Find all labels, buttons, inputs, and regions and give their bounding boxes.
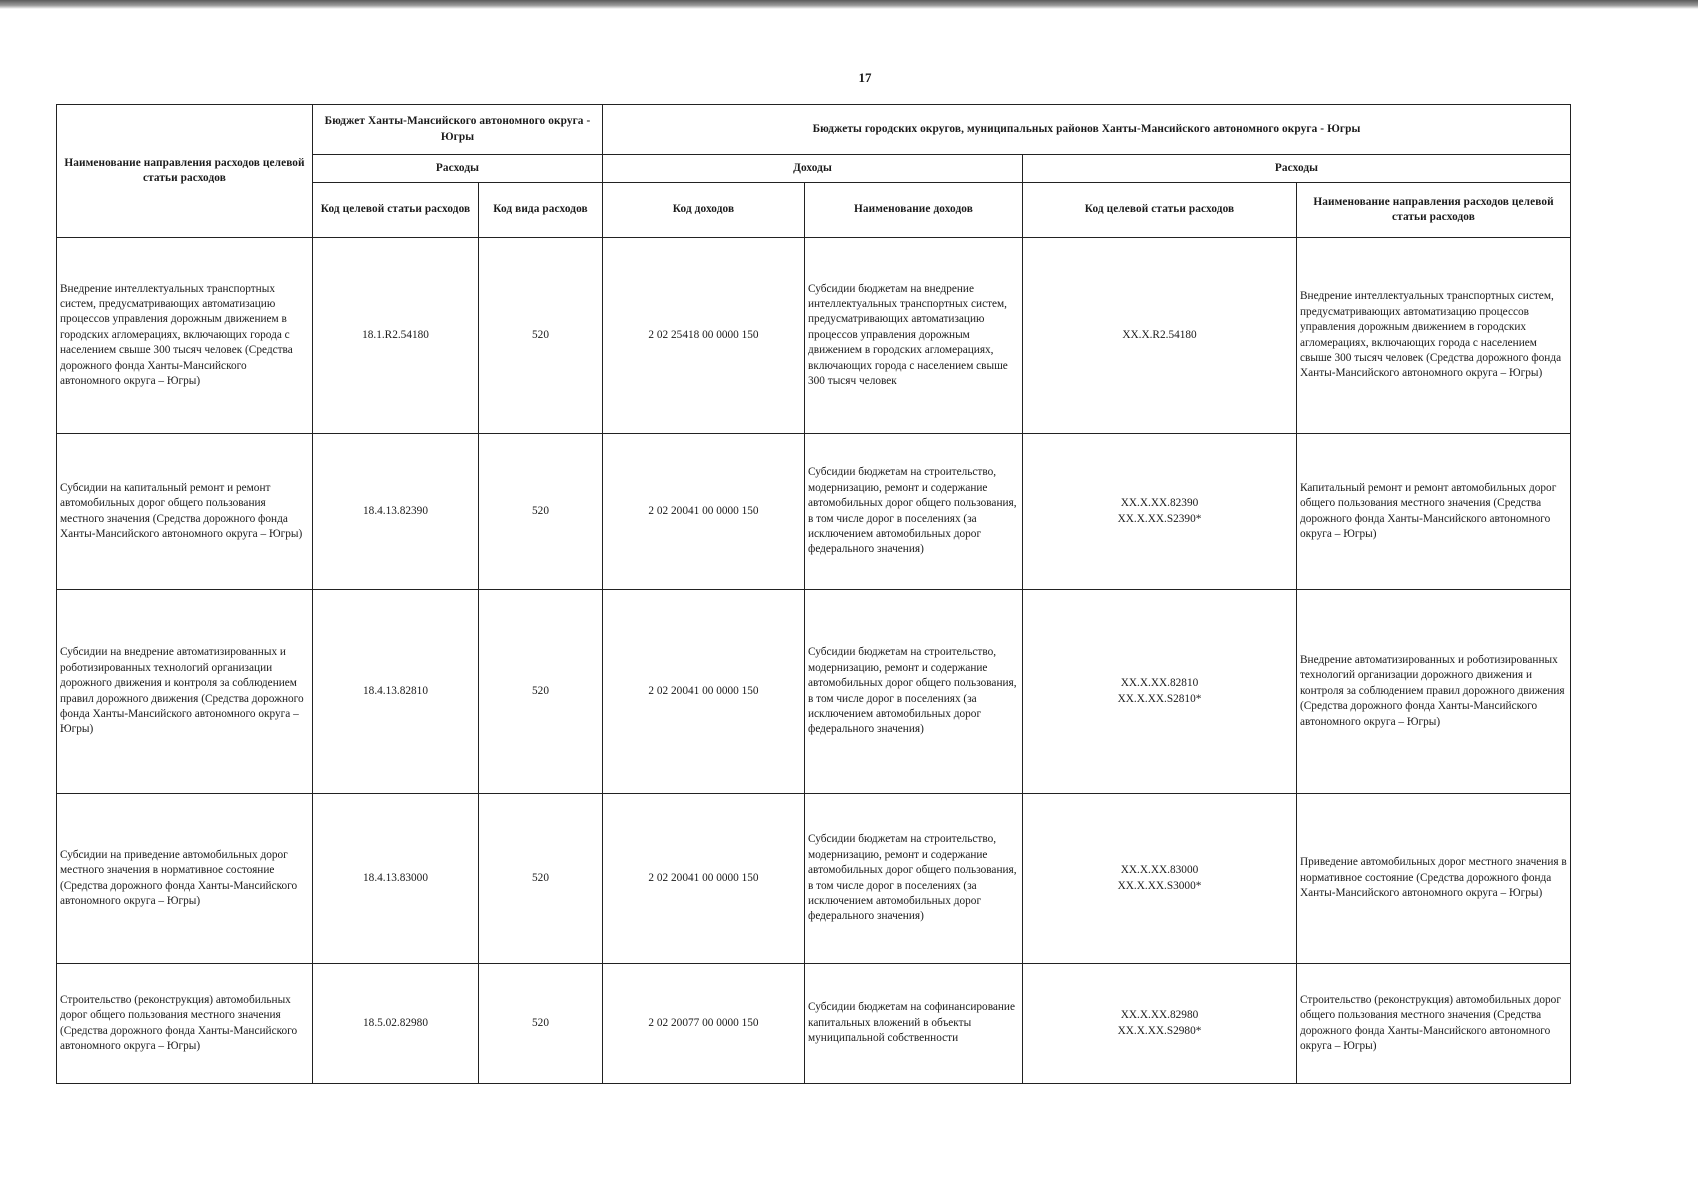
header-income-name: Наименование доходов <box>805 183 1023 238</box>
row-income-name: Субсидии бюджетам на софинансирование капитальных вложений в объекты муниципальной собственности <box>805 964 1023 1084</box>
row-municipal-codes <box>1023 794 1297 964</box>
row-municipal-codes <box>1023 964 1297 1084</box>
row-target-code: 18.1.R2.54180 <box>313 238 479 434</box>
row-target-code: 18.5.02.82980 <box>313 964 479 1084</box>
table-row <box>57 590 1571 794</box>
row-income-code: 2 02 20041 00 0000 150 <box>603 794 805 964</box>
header-okrug-budget: Бюджет Ханты-Мансийского автономного округа - Югры <box>313 105 603 155</box>
row-expense-name: Строительство (реконструкция) автомобильных дорог общего пользования местного значения (Средства дорожного фонда Ханты-Мансийского автономного округа – Югры) <box>57 964 313 1084</box>
header-name-column: Наименование направления расходов целевой статьи расходов <box>57 105 313 238</box>
row-income-name: Субсидии бюджетам на строительство, модернизацию, ремонт и содержание автомобильных дорог общего пользования, в том числе дорог в поселениях (за исключением автомобильных дорог федерального значения) <box>805 434 1023 590</box>
header-expenses: Расходы <box>313 155 603 183</box>
row-municipal-expense-name: Внедрение автоматизированных и роботизированных технологий организации дорожного движения и контроля за соблюдением правил дорожного движения (Средства дорожного фонда Ханты-Мансийского автономного округа – Югры) <box>1297 590 1571 794</box>
row-target-code: 18.4.13.83000 <box>313 794 479 964</box>
header-municipal-target-code: Код целевой статьи расходов <box>1023 183 1297 238</box>
row-income-name: Субсидии бюджетам на строительство, модернизацию, ремонт и содержание автомобильных дорог общего пользования, в том числе дорог в поселениях (за исключением автомобильных дорог федерального значения) <box>805 590 1023 794</box>
row-municipal-expense-name: Внедрение интеллектуальных транспортных систем, предусматривающих автоматизацию процессов управления дорожным движением в городских агломерациях, включающих города с населением свыше 300 тысяч человек (Средства дорожного фонда Ханты-Мансийского автономного округа – Югры) <box>1297 238 1571 434</box>
header-expense-type-code: Код вида расходов <box>479 183 603 238</box>
table-row <box>57 238 1571 434</box>
municipal-code: ХХ.Х.ХХ.83000 <box>1120 864 1199 877</box>
municipal-code-cofinancing: ХХ.Х.ХХ.S3000* <box>1117 879 1202 892</box>
row-expense-type: 520 <box>479 794 603 964</box>
header-incomes: Доходы <box>603 155 1023 183</box>
row-income-code: 2 02 20041 00 0000 150 <box>603 590 805 794</box>
scan-edge-shadow <box>0 0 1698 9</box>
row-municipal-expense-name: Строительство (реконструкция) автомобильных дорог общего пользования местного значения (Средства дорожного фонда Ханты-Мансийского автономного округа – Югры) <box>1297 964 1571 1084</box>
header-municipal-expense-name: Наименование направления расходов целевой статьи расходов <box>1297 183 1571 238</box>
row-expense-type: 520 <box>479 434 603 590</box>
row-municipal-expense-name: Капитальный ремонт и ремонт автомобильных дорог общего пользования местного значения (Средства дорожного фонда Ханты-Мансийского автономного округа – Югры) <box>1297 434 1571 590</box>
header-income-code: Код доходов <box>603 183 805 238</box>
row-target-code: 18.4.13.82390 <box>313 434 479 590</box>
municipal-code-cofinancing: ХХ.Х.ХХ.S2980* <box>1117 1024 1202 1037</box>
municipal-code: ХХ.Х.ХХ.82980 <box>1120 1009 1199 1022</box>
budget-codes-table <box>56 104 1571 1084</box>
row-expense-name: Субсидии на капитальный ремонт и ремонт автомобильных дорог общего пользования местного значения (Средства дорожного фонда Ханты-Мансийского автономного округа – Югры) <box>57 434 313 590</box>
row-income-code: 2 02 25418 00 0000 150 <box>603 238 805 434</box>
row-income-name: Субсидии бюджетам на внедрение интеллектуальных транспортных систем, предусматривающих автоматизацию процессов управления дорожным движением в городских агломерациях, включающих города с населением свыше 300 тысяч человек <box>805 238 1023 434</box>
page-number: 17 <box>858 70 872 85</box>
row-municipal-expense-name: Приведение автомобильных дорог местного значения в нормативное состояние (Средства дорожного фонда Ханты-Мансийского автономного округа – Югры) <box>1297 794 1571 964</box>
row-expense-name: Субсидии на приведение автомобильных дорог местного значения в нормативное состояние (Средства дорожного фонда Ханты-Мансийского автономного округа – Югры) <box>57 794 313 964</box>
header-expenses-municipal: Расходы <box>1023 155 1571 183</box>
row-municipal-codes <box>1023 434 1297 590</box>
municipal-code: ХХ.Х.ХХ.82390 <box>1120 497 1199 510</box>
table-row <box>57 794 1571 964</box>
header-target-code: Код целевой статьи расходов <box>313 183 479 238</box>
row-income-name: Субсидии бюджетам на строительство, модернизацию, ремонт и содержание автомобильных дорог общего пользования, в том числе дорог в поселениях (за исключением автомобильных дорог федерального значения) <box>805 794 1023 964</box>
row-expense-name: Внедрение интеллектуальных транспортных систем, предусматривающих автоматизацию процессов управления дорожным движением в городских агломерациях, включающих города с населением свыше 300 тысяч человек (Средства дорожного фонда Ханты-Мансийского автономного округа – Югры) <box>57 238 313 434</box>
row-target-code: 18.4.13.82810 <box>313 590 479 794</box>
municipal-code-cofinancing: ХХ.Х.ХХ.S2390* <box>1117 512 1202 525</box>
row-income-code: 2 02 20077 00 0000 150 <box>603 964 805 1084</box>
row-expense-type: 520 <box>479 964 603 1084</box>
row-income-code: 2 02 20041 00 0000 150 <box>603 434 805 590</box>
row-municipal-codes <box>1023 590 1297 794</box>
row-expense-type: 520 <box>479 238 603 434</box>
header-municipal-budgets: Бюджеты городских округов, муниципальных районов Ханты-Мансийского автономного округа - Югры <box>603 105 1571 155</box>
row-municipal-codes <box>1023 238 1297 434</box>
municipal-code: ХХ.Х.ХХ.82810 <box>1120 677 1199 690</box>
table-row <box>57 964 1571 1084</box>
table-row <box>57 434 1571 590</box>
row-expense-name: Субсидии на внедрение автоматизированных и роботизированных технологий организации дорожного движения и контроля за соблюдением правил дорожного движения (Средства дорожного фонда Ханты-Мансийского автономного округа – Югры) <box>57 590 313 794</box>
row-expense-type: 520 <box>479 590 603 794</box>
municipal-code-cofinancing: ХХ.Х.ХХ.S2810* <box>1117 692 1202 705</box>
municipal-code: ХХ.Х.R2.54180 <box>1122 328 1197 341</box>
